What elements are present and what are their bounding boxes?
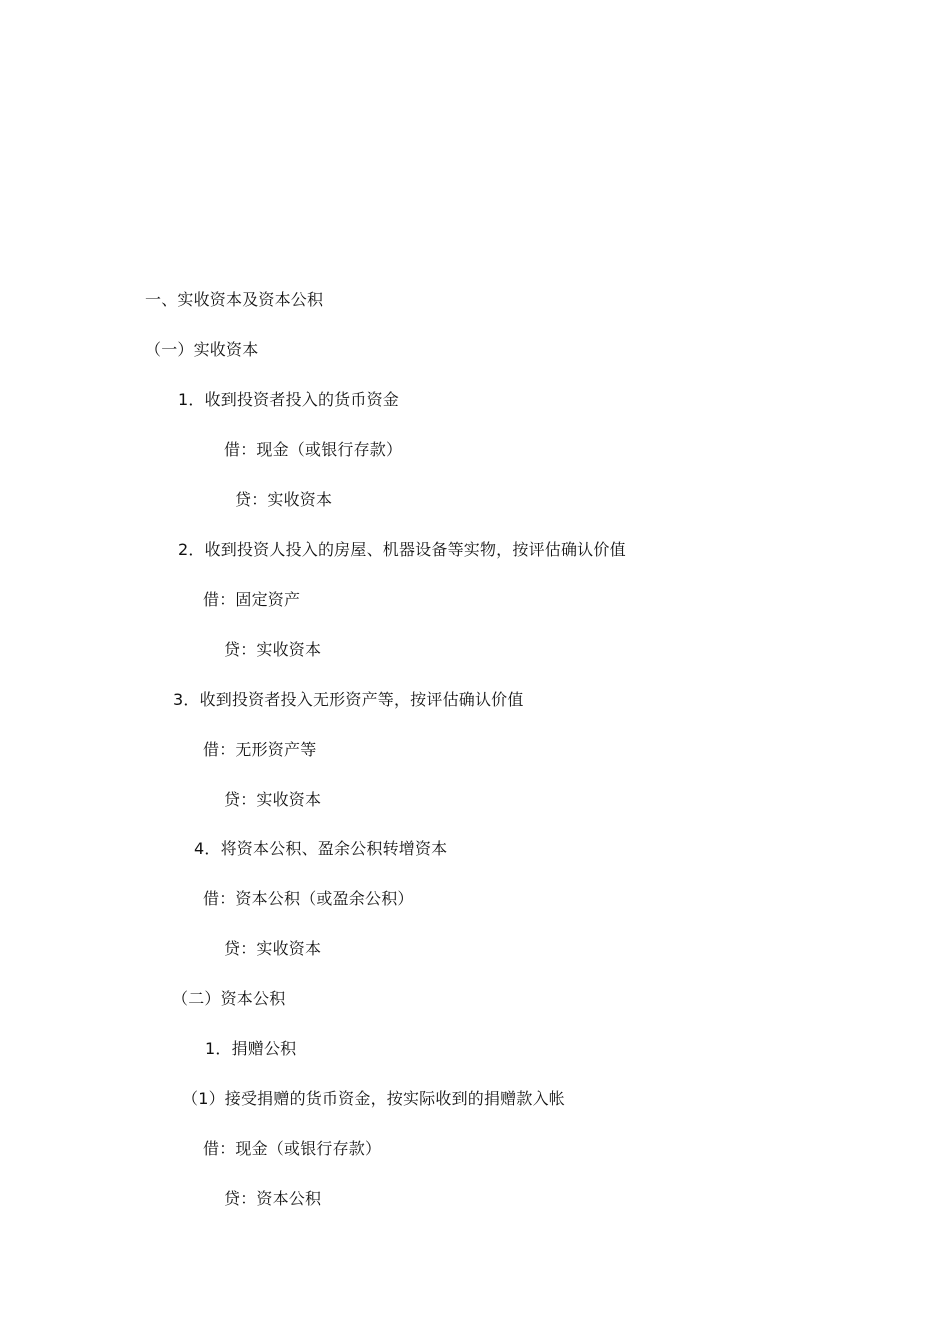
subsection-heading: （二）资本公积 [172,989,286,1008]
credit-entry: 贷：实收资本 [224,939,322,958]
item-heading: 4．将资本公积、盈余公积转增资本 [194,839,448,858]
debit-entry: 借：资本公积（或盈余公积） [203,889,414,908]
section-heading: 一、实收资本及资本公积 [145,290,324,309]
item-heading: 1．收到投资者投入的货币资金 [178,390,399,409]
item-heading: 2．收到投资人投入的房屋、机器设备等实物，按评估确认价值 [178,540,626,559]
debit-entry: 借：无形资产等 [203,740,317,759]
item-heading: 1．捐赠公积 [205,1039,297,1058]
debit-entry: 借：现金（或银行存款） [224,440,403,459]
sub-item-heading: （1）接受捐赠的货币资金，按实际收到的捐赠款入帐 [182,1089,565,1108]
debit-entry: 借：固定资产 [203,590,301,609]
subsection-heading: （一）实收资本 [145,340,259,359]
credit-entry: 贷：实收资本 [224,790,322,809]
credit-entry: 贷：实收资本 [224,640,322,659]
item-heading: 3．收到投资者投入无形资产等，按评估确认价值 [173,690,524,709]
credit-entry: 贷：实收资本 [235,490,333,509]
debit-entry: 借：现金（或银行存款） [203,1139,382,1158]
credit-entry: 贷：资本公积 [224,1189,322,1208]
